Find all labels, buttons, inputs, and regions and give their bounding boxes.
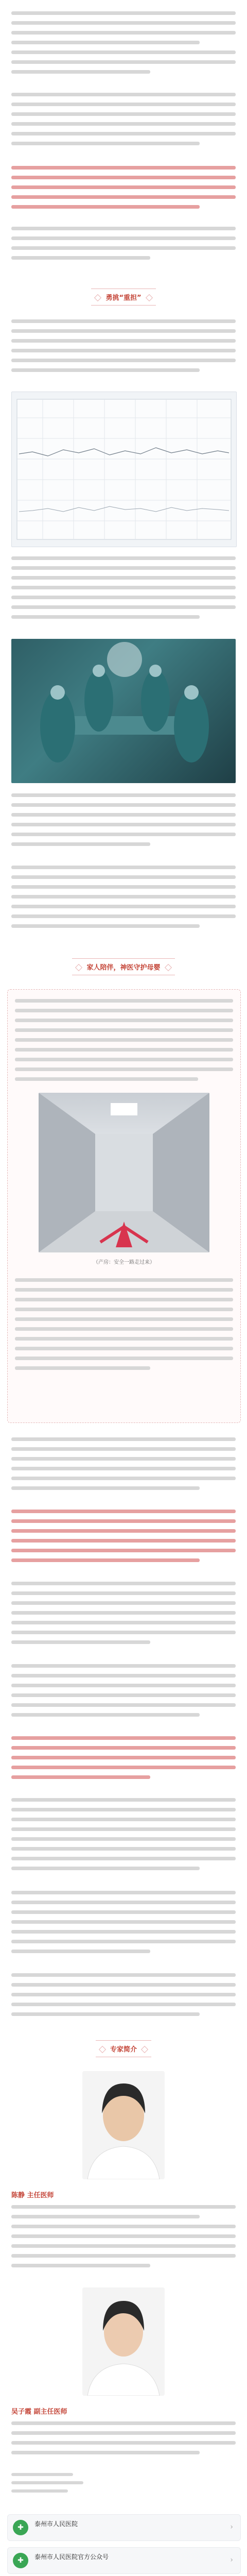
delivery-ward-hallway-photo (39, 1093, 209, 1252)
paragraph (11, 227, 236, 266)
highlight-paragraph (11, 166, 236, 215)
expert-bio (11, 2205, 236, 2274)
expert-bio (11, 2421, 236, 2461)
official-account-card[interactable] (7, 2514, 241, 2541)
expert-portrait-1 (82, 2071, 165, 2179)
operating-room-graphic (11, 639, 236, 783)
expert-portrait-2 (82, 2287, 165, 2396)
portrait-graphic (82, 2287, 165, 2396)
hospital-logo-icon: ✚ (13, 2520, 28, 2535)
section-title (0, 289, 247, 306)
intro-paragraph (11, 11, 236, 80)
chevron-right-icon: › (230, 2523, 233, 2531)
portrait-graphic (82, 2071, 165, 2179)
photo-caption: （产房：安全一路走过来） (93, 1260, 155, 1265)
expert-name: 陈静 主任医师 (11, 2192, 54, 2199)
paragraph (11, 1891, 236, 1959)
expert-name: 吴子霞 副主任医师 (11, 2408, 67, 2416)
paragraph (11, 793, 236, 852)
section-title (0, 958, 247, 975)
paragraph (11, 1798, 236, 1876)
official-account-card[interactable] (7, 2547, 241, 2574)
section-title-text: 专家简介 (96, 2040, 151, 2057)
paragraph (11, 1437, 236, 1496)
credit-lines (11, 2473, 83, 2498)
paragraph (11, 93, 236, 151)
operating-room-photo (11, 639, 236, 783)
paragraph (15, 999, 233, 1087)
account-name: 泰州市人民医院官方公众号 (34, 2553, 109, 2561)
paragraph (11, 1664, 236, 1723)
paragraph (11, 866, 236, 934)
section-title (0, 2040, 247, 2057)
hallway-graphic (39, 1093, 209, 1252)
chevron-right-icon: › (230, 2556, 233, 2564)
highlight-paragraph (11, 1510, 236, 1568)
hospital-logo-icon: ✚ (13, 2553, 28, 2568)
quote-box (7, 989, 241, 1423)
paragraph (11, 556, 236, 625)
fetal-monitor-chart-photo (11, 392, 237, 547)
paragraph (15, 1278, 233, 1376)
section-title-text: 家人陪伴，神医守护母婴 (72, 958, 174, 975)
monitor-chart-graphic (12, 392, 236, 547)
account-name: 泰州市人民医院 (34, 2520, 78, 2528)
paragraph (11, 1582, 236, 1650)
section-title-text: 勇挑“重担” (91, 289, 155, 306)
paragraph (11, 319, 236, 378)
highlight-paragraph (11, 1736, 236, 1785)
paragraph (11, 1973, 236, 2022)
